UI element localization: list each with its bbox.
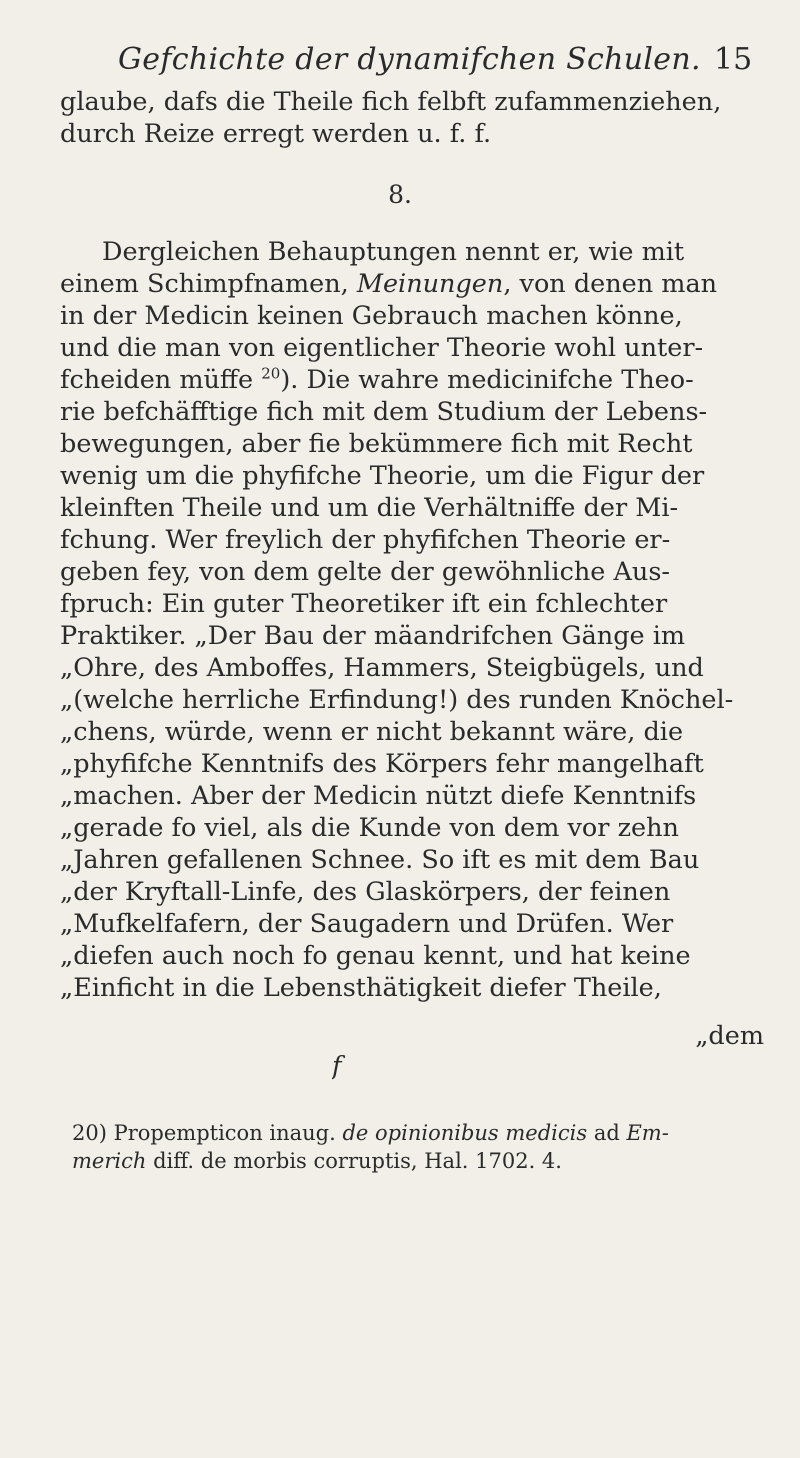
text-line: und die man von eigentlicher Theorie wohl unter- <box>60 333 704 363</box>
page-header <box>0 42 800 82</box>
text-line: „diefen auch noch fo genau kennt, und hat keine <box>60 941 691 971</box>
text-span: ). Die wahre medicinifche Theo- <box>280 365 694 395</box>
text-span: fcheiden müffe <box>60 365 262 395</box>
text-line: Praktiker. „Der Bau der mäandrifchen Gänge im <box>60 621 686 651</box>
text-line: fpruch: Ein guter Theoretiker ift ein fchlechter <box>60 589 668 619</box>
text-span: Propempticon inaug. <box>106 1121 343 1145</box>
page-number: 15 <box>714 42 753 77</box>
text-line: „gerade fo viel, als die Kunde von dem vor zehn <box>60 813 679 843</box>
text-line: „Einficht in die Lebensthätigkeit diefer Theile, <box>60 973 662 1003</box>
footnote <box>72 1118 772 1148</box>
text-line: in der Medicin keinen Gebrauch machen könne, <box>60 301 683 331</box>
text-line <box>60 364 770 396</box>
italic-term: Meinungen <box>356 269 504 299</box>
signature-mark: f <box>332 1051 342 1081</box>
catchword: „dem <box>695 1021 764 1051</box>
text-line: bewegungen, aber fie bekümmere fich mit Recht <box>60 429 693 459</box>
text-line: fchung. Wer freylich der phyfifchen Theorie er- <box>60 525 671 555</box>
text-line: „chens, würde, wenn er nicht bekannt wäre, die <box>60 717 684 747</box>
text-line: „phyfifche Kenntnifs des Körpers fehr mangelhaft <box>60 749 704 779</box>
text-line: „der Kryftall-Linfe, des Glaskörpers, der feinen <box>60 877 671 907</box>
text-line: wenig um die phyfifche Theorie, um die Figur der <box>60 461 705 491</box>
footnote-reference: 20 <box>261 364 281 383</box>
text-line: durch Reize erregt werden u. f. f. <box>60 119 492 149</box>
text-line: „Mufkelfafern, der Saugadern und Drüfen. Wer <box>60 909 674 939</box>
text-line <box>60 268 770 300</box>
text-line: geben fey, von dem gelte der gewöhnliche Aus- <box>60 557 671 587</box>
section-number: 8. <box>388 180 412 209</box>
text-line: „Jahren gefallenen Schnee. So ift es mit dem Bau <box>60 845 700 875</box>
text-line: „(welche herrliche Erfindung!) des runden Knöchel- <box>60 685 734 715</box>
text-line: glaube, dafs die Theile fich felbft zufammenziehen, <box>60 87 722 117</box>
text-span: diff. de morbis corruptis, Hal. 1702. 4. <box>146 1149 562 1173</box>
text-line: „machen. Aber der Medicin nützt diefe Kenntnifs <box>60 781 697 811</box>
text-line: rie befchäfftige fich mit dem Studium der Lebens- <box>60 397 708 427</box>
text-line: „Ohre, des Amboffes, Hammers, Steigbügels, und <box>60 653 704 683</box>
text-span: ad <box>587 1121 627 1145</box>
footnote-continuation <box>72 1146 772 1176</box>
running-title: Gefchichte der dynamifchen Schulen. <box>118 42 701 77</box>
text-span: , von denen man <box>503 269 718 299</box>
italic-name: Em- <box>626 1121 669 1145</box>
text-line: kleinften Theile und um die Verhältniffe der Mi- <box>60 493 679 523</box>
footnote-marker: 20) <box>72 1121 107 1145</box>
text-span: einem Schimpfnamen, <box>60 269 357 299</box>
text-line: Dergleichen Behauptungen nennt er, wie mit <box>102 237 685 267</box>
italic-name: merich <box>72 1149 147 1173</box>
italic-title: de opinionibus medicis <box>342 1121 588 1145</box>
